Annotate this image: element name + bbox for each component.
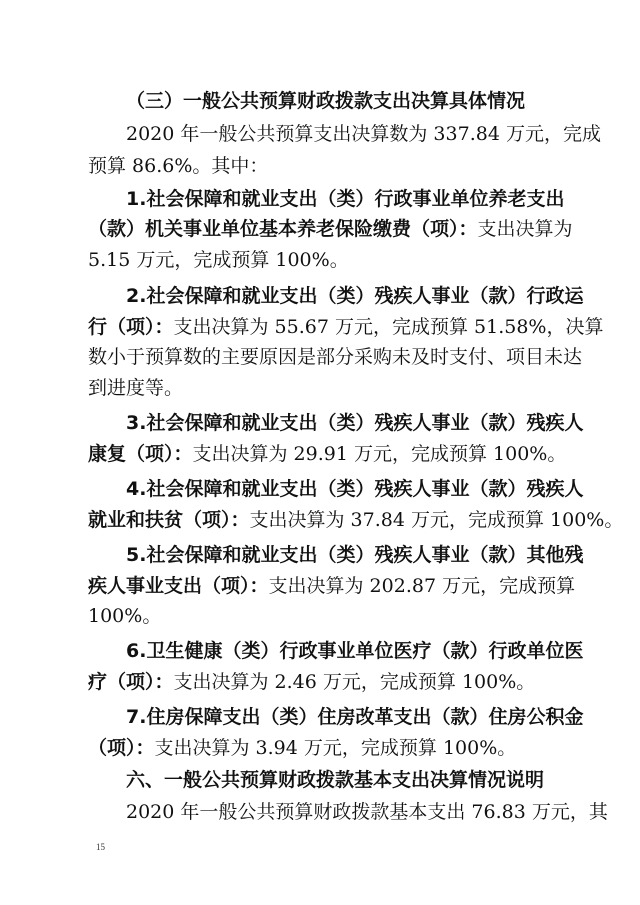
item-1-label: （款）机关事业单位基本养老保险缴费（项）： xyxy=(88,218,478,240)
item-2-label: 行（项）： xyxy=(88,316,174,338)
item-5-label: 疾人事业支出（项）： xyxy=(88,575,269,597)
item-4-label: 就业和扶贫（项）： xyxy=(88,509,250,531)
item-4-text: 支出决算为 37.84 万元，完成预算 100%。 xyxy=(249,509,624,531)
item-7-label: （项）： xyxy=(88,737,155,759)
item-7-line-1: 7.住房保障支出（类）住房改革支出（款）住房公积金 xyxy=(126,706,584,728)
item-7-line-2 xyxy=(88,735,558,761)
item-1-line-1: 1.社会保障和就业支出（类）行政事业单位养老支出 xyxy=(126,188,565,210)
item-2-text: 支出决算为 55.67 万元，完成预算 51.58%，决算 xyxy=(173,316,604,338)
item-1-text: 支出决算为 xyxy=(477,218,573,240)
item-4-line-1: 4.社会保障和就业支出（类）残疾人事业（款）残疾人 xyxy=(126,478,584,500)
section-3-intro-line-2: 预算 86.6%。其中： xyxy=(88,155,269,177)
item-7-text: 支出决算为 3.94 万元，完成预算 100%。 xyxy=(154,737,517,759)
item-5-line-2 xyxy=(88,573,576,599)
item-1-line-3: 5.15 万元，完成预算 100%。 xyxy=(88,249,349,271)
item-2-line-3: 数小于预算数的主要原因是部分采购未及时支付、项目未达 xyxy=(88,346,583,368)
section-3-heading: （三）一般公共预算财政拨款支出决算具体情况 xyxy=(126,90,526,112)
page-number: 15 xyxy=(96,842,105,852)
item-6-text: 支出决算为 2.46 万元，完成预算 100%。 xyxy=(173,671,536,693)
item-5-line-1: 5.社会保障和就业支出（类）残疾人事业（款）其他残 xyxy=(126,544,584,566)
item-6-label: 疗（项）： xyxy=(88,671,174,693)
item-3-line-1: 3.社会保障和就业支出（类）残疾人事业（款）残疾人 xyxy=(126,412,584,434)
item-3-label: 康复（项）： xyxy=(88,443,193,465)
item-6-line-2 xyxy=(88,669,558,695)
section-6-heading: 六、一般公共预算财政拨款基本支出决算情况说明 xyxy=(126,769,545,791)
item-2-line-1: 2.社会保障和就业支出（类）残疾人事业（款）行政运 xyxy=(126,285,584,307)
section-6-text-line-1: 2020 年一般公共预算财政拨款基本支出 76.83 万元，其 xyxy=(126,801,608,823)
item-2-line-2 xyxy=(88,314,604,340)
item-4-line-2 xyxy=(88,507,624,533)
item-3-line-2 xyxy=(88,441,567,467)
item-2-line-4: 到进度等。 xyxy=(88,377,184,399)
section-3-intro-line-1: 2020 年一般公共预算支出决算数为 337.84 万元，完成 xyxy=(126,123,601,145)
item-5-text: 支出决算为 202.87 万元，完成预算 xyxy=(268,575,576,597)
item-5-line-3: 100%。 xyxy=(88,605,162,627)
item-6-line-1: 6.卫生健康（类）行政事业单位医疗（款）行政单位医 xyxy=(126,640,584,662)
item-3-text: 支出决算为 29.91 万元，完成预算 100%。 xyxy=(192,443,567,465)
item-1-line-2 xyxy=(88,216,573,242)
